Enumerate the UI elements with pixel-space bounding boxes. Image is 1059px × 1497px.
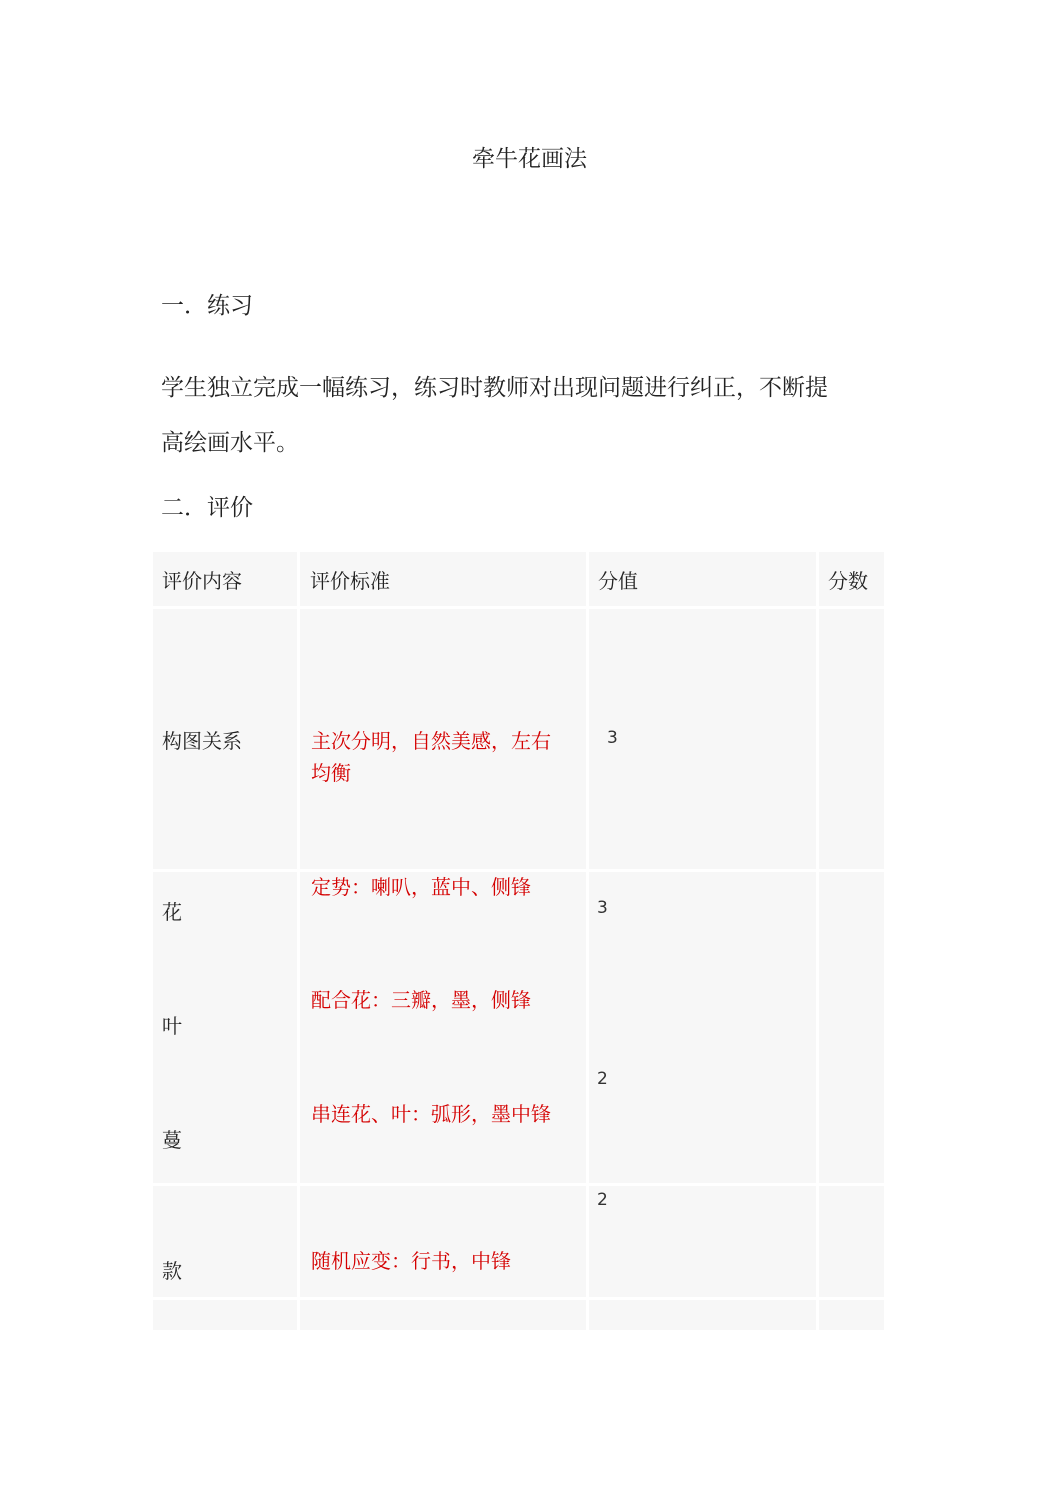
header-evaluation-content: 评价内容	[162, 569, 242, 593]
table-cell	[589, 1300, 816, 1330]
document-title: 牵牛花画法	[472, 146, 587, 172]
section-paragraph-practice	[161, 361, 901, 471]
table-cell	[589, 1186, 816, 1297]
criteria-leaf: 配合花：三瓣，墨，侧锋	[311, 988, 531, 1012]
header-point-value: 分值	[598, 569, 638, 593]
header-score: 分数	[828, 569, 868, 593]
table-cell	[589, 872, 816, 1183]
criteria-composition-line-2: 均衡	[311, 761, 351, 785]
table-cell	[153, 1300, 297, 1330]
content-inscription: 款	[162, 1259, 182, 1283]
paragraph-line-1: 学生独立完成一幅练习，练习时教师对出现问题进行纠正，不断提	[161, 375, 828, 401]
criteria-flower: 定势：喇叭，蓝中、侧锋	[311, 875, 531, 899]
table-cell	[300, 1300, 586, 1330]
table-cell	[819, 1300, 884, 1330]
table-cell	[300, 872, 586, 1183]
criteria-inscription: 随机应变：行书，中锋	[311, 1249, 511, 1273]
evaluation-table	[153, 552, 884, 1330]
content-vine: 蔓	[162, 1128, 182, 1152]
criteria-composition-line-1: 主次分明，自然美感，左右	[311, 729, 551, 753]
table-cell	[300, 1186, 586, 1297]
content-leaf: 叶	[162, 1014, 182, 1038]
section-heading-practice: 一．练习	[161, 293, 253, 319]
table-cell	[589, 609, 816, 869]
value-inscription: 2	[597, 1190, 608, 1210]
content-flower: 花	[162, 900, 182, 924]
value-leaf-vine: 2	[597, 1069, 608, 1089]
table-cell	[819, 1186, 884, 1297]
paragraph-line-2: 高绘画水平。	[161, 430, 299, 456]
value-composition: 3	[607, 728, 618, 748]
criteria-vine: 串连花、叶：弧形，墨中锋	[311, 1102, 551, 1126]
section-heading-evaluation: 二．评价	[161, 495, 253, 521]
table-cell	[819, 609, 884, 869]
value-flower: 3	[597, 898, 608, 918]
content-composition: 构图关系	[162, 729, 242, 753]
header-evaluation-criteria: 评价标准	[310, 569, 390, 593]
table-cell	[819, 872, 884, 1183]
